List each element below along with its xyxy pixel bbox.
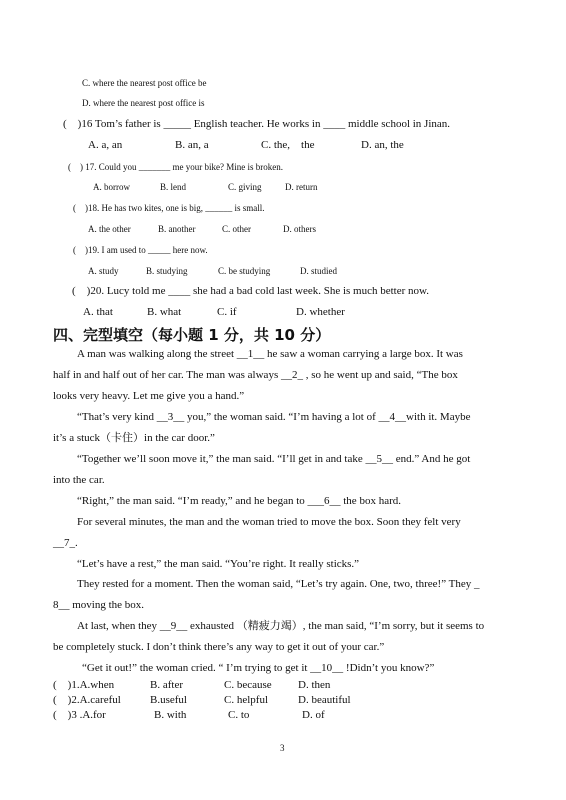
answer-3-option-b: B. with [154,709,187,721]
q20-option-c: C. if [217,306,237,318]
q16-stem: ( )16 Tom’s father is _____ English teacher. He works in ____ middle school in Jinan. [63,118,451,130]
passage-line: __7_. [53,537,78,549]
answer-2-option-b: B.useful [150,694,187,706]
q18-stem: ( )18. He has two kites, one is big, ______ is small. [73,203,265,213]
q16-option-b: B. an, a [175,139,209,151]
passage-line: “Let’s have a rest,” the man said. “You’re right. It really sticks.” [77,558,360,570]
answer-1-option-d: D. then [298,679,331,691]
q20-option-b: B. what [147,306,182,318]
answer-2-option-d: D. beautiful [298,694,351,706]
q18-option-d: D. others [283,224,316,234]
passage-line: They rested for a moment. Then the woman said, “Let’s try again. One, two, three!” They _ [77,578,480,590]
q19-option-c: C. be studying [218,266,271,276]
passage-line: looks very heavy. Let me give you a hand.” [53,390,245,402]
passage-line: For several minutes, the man and the woman tried to move the box. Soon they felt very [77,516,461,528]
passage-line: half in and half out of her car. The man was always __2_ , so he went up and said, “The box [53,369,458,381]
q17-option-d: D. return [285,182,318,192]
q18-option-a: A. the other [88,224,131,234]
answer-3-option-c: C. to [228,709,250,721]
passage-line: “That’s very kind __3__ you,” the woman said. “I’m having a lot of __4__with it. Maybe [77,411,471,423]
answer-1-stem: ( )1.A.when [53,679,115,691]
passage-line: be completely stuck. I don’t think there’s any way to get it out of your car.” [53,641,385,653]
q18-option-b: B. another [158,224,196,234]
q15-option-c: C. where the nearest post office be [82,78,207,88]
passage-line: At last, when they __9__ exhausted （精疲力竭）, the man said, “I’m sorry, but it seems to [77,620,485,632]
q16-option-d: D. an, the [361,139,404,151]
passage-line: 8__ moving the box. [53,599,145,611]
passage-line: into the car. [53,474,105,486]
q19-option-b: B. studying [146,266,188,276]
passage-line: A man was walking along the street __1__ he saw a woman carrying a large box. It was [77,348,463,360]
answer-2-stem: ( )2.A.careful [53,694,121,706]
page-number: 3 [280,743,285,753]
answer-2-option-c: C. helpful [224,694,268,706]
passage-line: “Get it out!” the woman cried. “ I’m trying to get it __10__ !Didn’t you know?” [82,662,435,674]
q20-option-a: A. that [83,306,113,318]
passage-line: “Right,” the man said. “I’m ready,” and he began to ___6__ the box hard. [77,495,401,507]
q19-option-a: A. study [88,266,119,276]
answer-1-option-b: B. after [150,679,183,691]
passage-line: it’s a stuck（卡住）in the car door.” [53,432,215,444]
q17-option-c: C. giving [228,182,262,192]
q16-option-c: C. the, the [261,139,315,151]
q17-stem: ( ) 17. Could you _______ me your bike? Mine is broken. [68,162,283,172]
q19-option-d: D. studied [300,266,337,276]
q16-option-a: A. a, an [88,139,123,151]
q18-option-c: C. other [222,224,251,234]
q19-stem: ( )19. I am used to _____ here now. [73,245,208,255]
q15-option-d: D. where the nearest post office is [82,98,205,108]
q20-stem: ( )20. Lucy told me ____ she had a bad cold last week. She is much better now. [72,285,430,297]
passage-line: “Together we’ll soon move it,” the man said. “I’ll get in and take __5__ end.” And he got [77,453,471,465]
answer-1-option-c: C. because [224,679,272,691]
q17-option-b: B. lend [160,182,186,192]
answer-3-stem: ( )3 .A.for [53,709,106,721]
answer-3-option-d: D. of [302,709,325,721]
section-heading: 四、完型填空（每小题 1 分，共 10 分） [53,326,331,344]
q20-option-d: D. whether [296,306,345,318]
q17-option-a: A. borrow [93,182,130,192]
